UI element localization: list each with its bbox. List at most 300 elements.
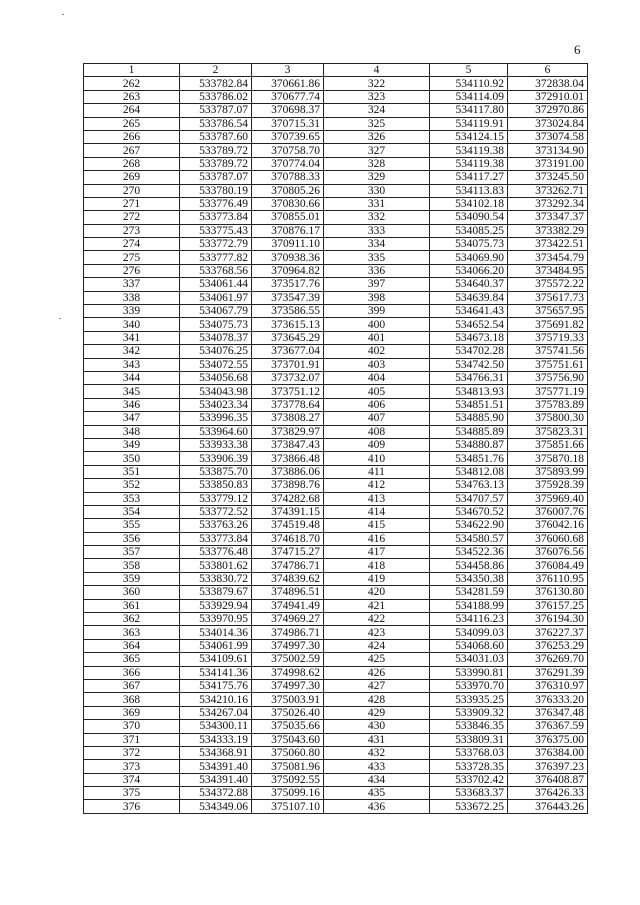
table-row [84, 492, 588, 505]
x-coordinate-cell: 533768.03 [430, 746, 508, 759]
table-row [84, 104, 588, 117]
y-coordinate-cell: 373292.34 [508, 197, 588, 210]
coordinates-table [83, 63, 588, 814]
y-coordinate-cell: 376426.33 [508, 787, 588, 800]
y-coordinate-cell: 374786.71 [252, 559, 324, 572]
point-number-cell: 361 [84, 599, 180, 612]
y-coordinate-cell: 375026.40 [252, 706, 324, 719]
table-row [84, 385, 588, 398]
y-coordinate-cell: 373517.76 [252, 278, 324, 291]
point-number-cell: 424 [324, 639, 430, 652]
x-coordinate-cell: 534066.20 [430, 264, 508, 277]
x-coordinate-cell: 533970.95 [180, 613, 252, 626]
x-coordinate-cell: 534652.54 [430, 318, 508, 331]
y-coordinate-cell: 375741.56 [508, 345, 588, 358]
y-coordinate-cell: 370774.04 [252, 157, 324, 170]
table-row [84, 144, 588, 157]
point-number-cell: 337 [84, 278, 180, 291]
y-coordinate-cell: 373886.06 [252, 465, 324, 478]
y-coordinate-cell: 376194.30 [508, 613, 588, 626]
y-coordinate-cell: 375893.99 [508, 465, 588, 478]
point-number-cell: 407 [324, 412, 430, 425]
point-number-cell: 341 [84, 331, 180, 344]
y-coordinate-cell: 374896.51 [252, 586, 324, 599]
point-number-cell: 359 [84, 572, 180, 585]
x-coordinate-cell: 533990.81 [430, 666, 508, 679]
point-number-cell: 366 [84, 666, 180, 679]
table-row [84, 787, 588, 800]
x-coordinate-cell: 533672.25 [430, 800, 508, 813]
x-coordinate-cell: 534076.25 [180, 345, 252, 358]
y-coordinate-cell: 374998.62 [252, 666, 324, 679]
y-coordinate-cell: 374997.30 [252, 679, 324, 692]
y-coordinate-cell: 373778.64 [252, 398, 324, 411]
y-coordinate-cell: 373847.43 [252, 438, 324, 451]
x-coordinate-cell: 533773.84 [180, 211, 252, 224]
x-coordinate-cell: 533728.35 [430, 760, 508, 773]
table-row [84, 639, 588, 652]
table-row [84, 479, 588, 492]
point-number-cell: 435 [324, 787, 430, 800]
x-coordinate-cell: 534880.87 [430, 438, 508, 451]
y-coordinate-cell: 373245.50 [508, 171, 588, 184]
x-coordinate-cell: 534639.84 [430, 291, 508, 304]
point-number-cell: 267 [84, 144, 180, 157]
x-coordinate-cell: 534061.99 [180, 639, 252, 652]
point-number-cell: 436 [324, 800, 430, 813]
x-coordinate-cell: 534763.13 [430, 479, 508, 492]
point-number-cell: 270 [84, 184, 180, 197]
page-number: 6 [574, 42, 581, 57]
point-number-cell: 324 [324, 104, 430, 117]
point-number-cell: 427 [324, 679, 430, 692]
table-row [84, 559, 588, 572]
y-coordinate-cell: 375060.80 [252, 746, 324, 759]
table-row [84, 318, 588, 331]
table-row [84, 278, 588, 291]
x-coordinate-cell: 534812.08 [430, 465, 508, 478]
x-coordinate-cell: 534085.25 [430, 224, 508, 237]
x-coordinate-cell: 534188.99 [430, 599, 508, 612]
table-row [84, 706, 588, 719]
point-number-cell: 362 [84, 613, 180, 626]
y-coordinate-cell: 370855.01 [252, 211, 324, 224]
x-coordinate-cell: 534124.15 [430, 130, 508, 143]
y-coordinate-cell: 374391.15 [252, 505, 324, 518]
point-number-cell: 329 [324, 171, 430, 184]
y-coordinate-cell: 375823.31 [508, 425, 588, 438]
x-coordinate-cell: 533772.52 [180, 505, 252, 518]
y-coordinate-cell: 376084.49 [508, 559, 588, 572]
table-row [84, 398, 588, 411]
x-coordinate-cell: 533786.54 [180, 117, 252, 130]
x-coordinate-cell: 534702.28 [430, 345, 508, 358]
column-header: 1 [84, 64, 180, 77]
point-number-cell: 400 [324, 318, 430, 331]
point-number-cell: 404 [324, 371, 430, 384]
x-coordinate-cell: 534068.60 [430, 639, 508, 652]
x-coordinate-cell: 534175.76 [180, 679, 252, 692]
scan-mark [62, 14, 64, 15]
y-coordinate-cell: 376375.00 [508, 733, 588, 746]
point-number-cell: 397 [324, 278, 430, 291]
table-row [84, 546, 588, 559]
point-number-cell: 347 [84, 412, 180, 425]
y-coordinate-cell: 370964.82 [252, 264, 324, 277]
point-number-cell: 360 [84, 586, 180, 599]
x-coordinate-cell: 534267.04 [180, 706, 252, 719]
table-row [84, 505, 588, 518]
table-row [84, 626, 588, 639]
x-coordinate-cell: 533970.70 [430, 679, 508, 692]
table-row [84, 613, 588, 626]
table-row [84, 532, 588, 545]
point-number-cell: 272 [84, 211, 180, 224]
table-row [84, 197, 588, 210]
x-coordinate-cell: 533850.83 [180, 479, 252, 492]
point-number-cell: 403 [324, 358, 430, 371]
y-coordinate-cell: 373347.37 [508, 211, 588, 224]
point-number-cell: 352 [84, 479, 180, 492]
table-row [84, 117, 588, 130]
point-number-cell: 429 [324, 706, 430, 719]
point-number-cell: 350 [84, 452, 180, 465]
y-coordinate-cell: 373586.55 [252, 305, 324, 318]
table-row [84, 760, 588, 773]
table-row [84, 452, 588, 465]
point-number-cell: 370 [84, 720, 180, 733]
y-coordinate-cell: 375851.66 [508, 438, 588, 451]
x-coordinate-cell: 533935.25 [430, 693, 508, 706]
point-number-cell: 368 [84, 693, 180, 706]
point-number-cell: 348 [84, 425, 180, 438]
y-coordinate-cell: 370911.10 [252, 238, 324, 251]
table-row [84, 679, 588, 692]
x-coordinate-cell: 534391.40 [180, 760, 252, 773]
point-number-cell: 265 [84, 117, 180, 130]
y-coordinate-cell: 370876.17 [252, 224, 324, 237]
x-coordinate-cell: 534116.23 [430, 613, 508, 626]
point-number-cell: 416 [324, 532, 430, 545]
point-number-cell: 412 [324, 479, 430, 492]
point-number-cell: 419 [324, 572, 430, 585]
point-number-cell: 434 [324, 773, 430, 786]
point-number-cell: 356 [84, 532, 180, 545]
x-coordinate-cell: 534069.90 [430, 251, 508, 264]
x-coordinate-cell: 534851.51 [430, 398, 508, 411]
y-coordinate-cell: 373751.12 [252, 385, 324, 398]
y-coordinate-cell: 376110.95 [508, 572, 588, 585]
y-coordinate-cell: 373829.97 [252, 425, 324, 438]
column-header: 6 [508, 64, 588, 77]
point-number-cell: 269 [84, 171, 180, 184]
x-coordinate-cell: 533787.60 [180, 130, 252, 143]
column-header: 4 [324, 64, 430, 77]
x-coordinate-cell: 534458.86 [430, 559, 508, 572]
point-number-cell: 268 [84, 157, 180, 170]
point-number-cell: 263 [84, 90, 180, 103]
table-row [84, 211, 588, 224]
column-header: 3 [252, 64, 324, 77]
x-coordinate-cell: 534090.54 [430, 211, 508, 224]
point-number-cell: 399 [324, 305, 430, 318]
x-coordinate-cell: 534056.68 [180, 371, 252, 384]
y-coordinate-cell: 374618.70 [252, 532, 324, 545]
y-coordinate-cell: 376269.70 [508, 653, 588, 666]
x-coordinate-cell: 533772.79 [180, 238, 252, 251]
y-coordinate-cell: 370698.37 [252, 104, 324, 117]
x-coordinate-cell: 534031.03 [430, 653, 508, 666]
x-coordinate-cell: 534813.93 [430, 385, 508, 398]
x-coordinate-cell: 534119.38 [430, 144, 508, 157]
x-coordinate-cell: 533775.43 [180, 224, 252, 237]
column-header: 2 [180, 64, 252, 77]
point-number-cell: 332 [324, 211, 430, 224]
x-coordinate-cell: 534119.38 [430, 157, 508, 170]
y-coordinate-cell: 376408.87 [508, 773, 588, 786]
y-coordinate-cell: 375002.59 [252, 653, 324, 666]
y-coordinate-cell: 373701.91 [252, 358, 324, 371]
y-coordinate-cell: 373454.79 [508, 251, 588, 264]
table-row [84, 653, 588, 666]
x-coordinate-cell: 533780.19 [180, 184, 252, 197]
y-coordinate-cell: 373615.13 [252, 318, 324, 331]
y-coordinate-cell: 372970.86 [508, 104, 588, 117]
table-row [84, 371, 588, 384]
point-number-cell: 422 [324, 613, 430, 626]
point-number-cell: 431 [324, 733, 430, 746]
point-number-cell: 371 [84, 733, 180, 746]
x-coordinate-cell: 533702.42 [430, 773, 508, 786]
y-coordinate-cell: 376130.80 [508, 586, 588, 599]
y-coordinate-cell: 375107.10 [252, 800, 324, 813]
x-coordinate-cell: 534113.83 [430, 184, 508, 197]
y-coordinate-cell: 375572.22 [508, 278, 588, 291]
x-coordinate-cell: 533846.35 [430, 720, 508, 733]
x-coordinate-cell: 534333.19 [180, 733, 252, 746]
table-row [84, 157, 588, 170]
point-number-cell: 353 [84, 492, 180, 505]
point-number-cell: 423 [324, 626, 430, 639]
x-coordinate-cell: 533809.31 [430, 733, 508, 746]
y-coordinate-cell: 374282.68 [252, 492, 324, 505]
y-coordinate-cell: 370758.70 [252, 144, 324, 157]
table-row [84, 224, 588, 237]
x-coordinate-cell: 533787.07 [180, 171, 252, 184]
y-coordinate-cell: 373866.48 [252, 452, 324, 465]
point-number-cell: 433 [324, 760, 430, 773]
point-number-cell: 276 [84, 264, 180, 277]
x-coordinate-cell: 533789.72 [180, 144, 252, 157]
point-number-cell: 408 [324, 425, 430, 438]
scan-mark [59, 318, 61, 319]
point-number-cell: 402 [324, 345, 430, 358]
x-coordinate-cell: 534210.16 [180, 693, 252, 706]
point-number-cell: 349 [84, 438, 180, 451]
point-number-cell: 428 [324, 693, 430, 706]
y-coordinate-cell: 376310.97 [508, 679, 588, 692]
x-coordinate-cell: 534851.76 [430, 452, 508, 465]
point-number-cell: 411 [324, 465, 430, 478]
table-row [84, 358, 588, 371]
point-number-cell: 406 [324, 398, 430, 411]
table-row [84, 331, 588, 344]
y-coordinate-cell: 374839.62 [252, 572, 324, 585]
x-coordinate-cell: 534281.59 [430, 586, 508, 599]
y-coordinate-cell: 376227.37 [508, 626, 588, 639]
y-coordinate-cell: 373024.84 [508, 117, 588, 130]
y-coordinate-cell: 370715.31 [252, 117, 324, 130]
y-coordinate-cell: 376367.59 [508, 720, 588, 733]
point-number-cell: 327 [324, 144, 430, 157]
table-row [84, 746, 588, 759]
y-coordinate-cell: 374969.27 [252, 613, 324, 626]
y-coordinate-cell: 376060.68 [508, 532, 588, 545]
y-coordinate-cell: 376253.29 [508, 639, 588, 652]
y-coordinate-cell: 374997.30 [252, 639, 324, 652]
x-coordinate-cell: 533906.39 [180, 452, 252, 465]
point-number-cell: 414 [324, 505, 430, 518]
table-row [84, 77, 588, 90]
point-number-cell: 262 [84, 77, 180, 90]
table-row [84, 130, 588, 143]
point-number-cell: 342 [84, 345, 180, 358]
y-coordinate-cell: 373645.29 [252, 331, 324, 344]
x-coordinate-cell: 533929.94 [180, 599, 252, 612]
point-number-cell: 415 [324, 519, 430, 532]
x-coordinate-cell: 534742.50 [430, 358, 508, 371]
y-coordinate-cell: 376347.48 [508, 706, 588, 719]
y-coordinate-cell: 375003.91 [252, 693, 324, 706]
point-number-cell: 426 [324, 666, 430, 679]
x-coordinate-cell: 533964.60 [180, 425, 252, 438]
point-number-cell: 325 [324, 117, 430, 130]
x-coordinate-cell: 534061.44 [180, 278, 252, 291]
point-number-cell: 417 [324, 546, 430, 559]
x-coordinate-cell: 534641.43 [430, 305, 508, 318]
point-number-cell: 338 [84, 291, 180, 304]
y-coordinate-cell: 373134.90 [508, 144, 588, 157]
table-row [84, 171, 588, 184]
y-coordinate-cell: 375969.40 [508, 492, 588, 505]
table-row [84, 412, 588, 425]
y-coordinate-cell: 372838.04 [508, 77, 588, 90]
x-coordinate-cell: 534673.18 [430, 331, 508, 344]
x-coordinate-cell: 533776.48 [180, 546, 252, 559]
point-number-cell: 340 [84, 318, 180, 331]
y-coordinate-cell: 375783.89 [508, 398, 588, 411]
x-coordinate-cell: 533801.62 [180, 559, 252, 572]
x-coordinate-cell: 533909.32 [430, 706, 508, 719]
x-coordinate-cell: 534349.06 [180, 800, 252, 813]
y-coordinate-cell: 373074.58 [508, 130, 588, 143]
point-number-cell: 374 [84, 773, 180, 786]
y-coordinate-cell: 375751.61 [508, 358, 588, 371]
x-coordinate-cell: 534075.73 [430, 238, 508, 251]
point-number-cell: 335 [324, 251, 430, 264]
point-number-cell: 273 [84, 224, 180, 237]
y-coordinate-cell: 376007.76 [508, 505, 588, 518]
point-number-cell: 339 [84, 305, 180, 318]
x-coordinate-cell: 533779.12 [180, 492, 252, 505]
x-coordinate-cell: 533830.72 [180, 572, 252, 585]
table-row [84, 251, 588, 264]
y-coordinate-cell: 374519.48 [252, 519, 324, 532]
y-coordinate-cell: 372910.01 [508, 90, 588, 103]
table-row [84, 733, 588, 746]
point-number-cell: 430 [324, 720, 430, 733]
y-coordinate-cell: 375657.95 [508, 305, 588, 318]
y-coordinate-cell: 375756.90 [508, 371, 588, 384]
table-row [84, 572, 588, 585]
y-coordinate-cell: 373191.00 [508, 157, 588, 170]
y-coordinate-cell: 375719.33 [508, 331, 588, 344]
point-number-cell: 369 [84, 706, 180, 719]
point-number-cell: 322 [324, 77, 430, 90]
y-coordinate-cell: 376443.26 [508, 800, 588, 813]
point-number-cell: 398 [324, 291, 430, 304]
point-number-cell: 372 [84, 746, 180, 759]
x-coordinate-cell: 533773.84 [180, 532, 252, 545]
table-row [84, 184, 588, 197]
table-row [84, 720, 588, 733]
table-row [84, 305, 588, 318]
point-number-cell: 413 [324, 492, 430, 505]
point-number-cell: 409 [324, 438, 430, 451]
y-coordinate-cell: 374941.49 [252, 599, 324, 612]
y-coordinate-cell: 373898.76 [252, 479, 324, 492]
point-number-cell: 333 [324, 224, 430, 237]
point-number-cell: 330 [324, 184, 430, 197]
x-coordinate-cell: 533776.49 [180, 197, 252, 210]
x-coordinate-cell: 534102.18 [430, 197, 508, 210]
x-coordinate-cell: 533996.35 [180, 412, 252, 425]
x-coordinate-cell: 534119.91 [430, 117, 508, 130]
table-row [84, 773, 588, 786]
x-coordinate-cell: 534580.57 [430, 532, 508, 545]
point-number-cell: 410 [324, 452, 430, 465]
y-coordinate-cell: 370805.26 [252, 184, 324, 197]
x-coordinate-cell: 534522.36 [430, 546, 508, 559]
x-coordinate-cell: 533879.67 [180, 586, 252, 599]
x-coordinate-cell: 534300.11 [180, 720, 252, 733]
y-coordinate-cell: 373484.95 [508, 264, 588, 277]
y-coordinate-cell: 373808.27 [252, 412, 324, 425]
x-coordinate-cell: 533782.84 [180, 77, 252, 90]
y-coordinate-cell: 370677.74 [252, 90, 324, 103]
y-coordinate-cell: 375081.96 [252, 760, 324, 773]
x-coordinate-cell: 534109.61 [180, 653, 252, 666]
y-coordinate-cell: 376397.23 [508, 760, 588, 773]
point-number-cell: 331 [324, 197, 430, 210]
point-number-cell: 336 [324, 264, 430, 277]
table-row [84, 345, 588, 358]
table-row [84, 90, 588, 103]
y-coordinate-cell: 373547.39 [252, 291, 324, 304]
y-coordinate-cell: 376384.00 [508, 746, 588, 759]
table-row [84, 519, 588, 532]
x-coordinate-cell: 534766.31 [430, 371, 508, 384]
x-coordinate-cell: 534023.34 [180, 398, 252, 411]
x-coordinate-cell: 534670.52 [430, 505, 508, 518]
y-coordinate-cell: 373732.07 [252, 371, 324, 384]
table-row [84, 291, 588, 304]
point-number-cell: 425 [324, 653, 430, 666]
point-number-cell: 275 [84, 251, 180, 264]
y-coordinate-cell: 375771.19 [508, 385, 588, 398]
x-coordinate-cell: 534014.36 [180, 626, 252, 639]
point-number-cell: 401 [324, 331, 430, 344]
